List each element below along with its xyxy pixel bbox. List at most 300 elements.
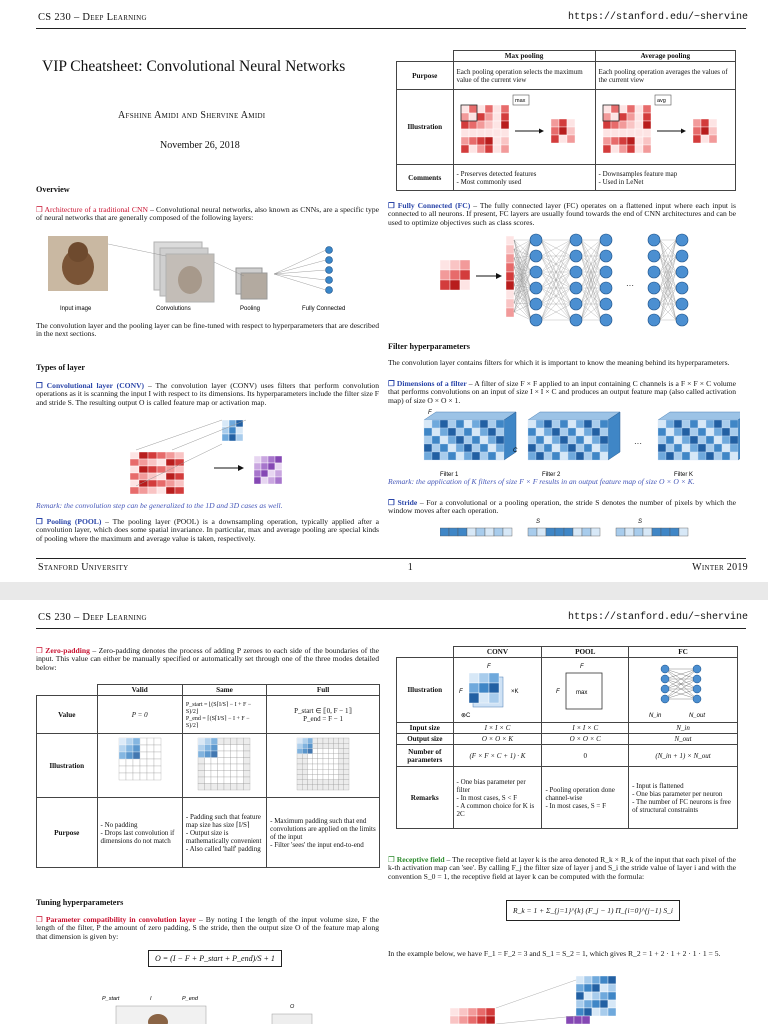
avg-comment-2: - Used in LeNet: [598, 177, 644, 186]
input-cell: [211, 770, 218, 777]
pool-output-cell: [559, 127, 567, 135]
conv-output-size: O × O × K: [453, 734, 542, 745]
pool-input-cell: [477, 145, 485, 153]
filter-cube-cell: [682, 452, 690, 460]
padding-cell: [198, 757, 205, 764]
padding-cell: [344, 753, 349, 758]
course-title: CS 230 – Deep Learning: [38, 12, 147, 23]
kernel-cell: [297, 743, 302, 748]
padding-cell: [297, 784, 302, 789]
filter-cube-cell: [560, 436, 568, 444]
conv-illus-xk: ×K: [511, 689, 519, 695]
rf-layer-cell: [576, 1000, 584, 1008]
input-cell: [126, 773, 133, 780]
padding-cell: [328, 743, 333, 748]
tuning-heading: Tuning hyperparameters: [36, 898, 124, 907]
pool-input-cell: [477, 129, 485, 137]
kernel-cell: [119, 752, 126, 759]
pool-input-cell: [485, 105, 493, 113]
kernel-cell: [211, 744, 218, 751]
kernel-cell: [133, 752, 140, 759]
footer-term: Winter 2019: [692, 562, 748, 573]
padding-cell: [339, 779, 344, 784]
pool-input-cell: [501, 145, 509, 153]
filter-cube-cell: [568, 420, 576, 428]
filters-figure: [420, 406, 740, 478]
padding-cell: [339, 774, 344, 779]
rf-input-cell: [468, 1016, 477, 1024]
input-cell: [328, 774, 333, 779]
padding-cell: [237, 783, 244, 790]
pool-input-cell: [603, 129, 611, 137]
filter-cube-cell: [706, 436, 714, 444]
padding-cell: [344, 738, 349, 743]
rf-layer-cell: [576, 984, 584, 992]
filter-cube-cell: [666, 452, 674, 460]
padding-cell: [307, 784, 312, 789]
input-cell: [313, 753, 318, 758]
rf-layer-cell: [600, 1008, 608, 1016]
pad-label-end: P_end: [182, 996, 198, 1002]
layer-col-fc: FC: [629, 647, 738, 658]
pool-filter-diagram: [550, 659, 620, 719]
row-purpose: Purpose: [397, 62, 454, 90]
arch-paragraph: [36, 206, 379, 223]
filter-cube-cell: [730, 428, 738, 436]
input-cell: [313, 769, 318, 774]
neuron: [676, 298, 688, 310]
kernel-cell: [302, 743, 307, 748]
filter-cube-cell: [722, 444, 730, 452]
ellipsis: ···: [634, 439, 642, 448]
rf-layer-cell: [592, 984, 600, 992]
pool-input-cell: [603, 145, 611, 153]
pool-output-cell: [551, 135, 559, 143]
neuron: [600, 282, 612, 294]
zp-text: – Zero-padding denotes the process of adding P zeroes to each side of the boundaries of the input. This value can either be manually specified or automatically set through one of the three modes detailed below:: [36, 646, 379, 672]
pool-input-cell: [627, 105, 635, 113]
pool-input-cell: [627, 129, 635, 137]
filter-cube-cell: [488, 420, 496, 428]
filter-cube-cell: [690, 428, 698, 436]
course-title: CS 230 – Deep Learning: [38, 612, 147, 623]
same-value: [182, 696, 266, 734]
input-cell: [140, 773, 147, 780]
kernel-cell: [198, 751, 205, 758]
stride-cell: [537, 528, 546, 536]
filter-cube-cell: [432, 436, 440, 444]
input-cell: [147, 759, 154, 766]
input-cell: [154, 773, 161, 780]
document-title: VIP Cheatsheet: Convolutional Neural Networks: [42, 58, 346, 75]
filter-cube-cell: [600, 436, 608, 444]
flattened-cell: [506, 308, 514, 317]
kernel-cell: [126, 745, 133, 752]
pool-input-cell: [603, 105, 611, 113]
kernel-cell: [302, 738, 307, 743]
pool-input-cell: [485, 129, 493, 137]
neuron: [693, 695, 701, 703]
input-cell: [218, 744, 225, 751]
input-cell: [166, 459, 175, 466]
filter-cube-cell: [544, 444, 552, 452]
padding-cell: [218, 783, 225, 790]
stride-cell: [591, 528, 600, 536]
neuron: [600, 266, 612, 278]
padding-cell: [302, 774, 307, 779]
padding-cell: [339, 748, 344, 753]
filter-cube-cell: [568, 452, 576, 460]
input-cell: [133, 766, 140, 773]
kernel-cell: [307, 748, 312, 753]
input-cell: [147, 766, 154, 773]
padding-cell: [297, 779, 302, 784]
dim-c-label: C: [513, 448, 518, 454]
filter-cube-cell: [706, 420, 714, 428]
padding-cell: [339, 758, 344, 763]
kernel-cell: [211, 738, 218, 745]
filter-cube-cell: [552, 428, 560, 436]
padding-cell: [205, 783, 212, 790]
kernel-cell: [133, 738, 140, 745]
pad-label-start: P_start: [102, 996, 120, 1002]
kernel-cell: [297, 748, 302, 753]
same-purpose-3: - Also called 'half' padding: [185, 844, 261, 853]
pool-input-cell: [469, 113, 477, 121]
filter-cube-cell: [674, 428, 682, 436]
input-cell: [224, 764, 231, 771]
filter-cube-cell: [536, 436, 544, 444]
neuron: [530, 266, 542, 278]
input-cell: [333, 769, 338, 774]
padding-cell: [297, 753, 302, 758]
activation-cell: [275, 470, 282, 477]
neuron: [530, 314, 542, 326]
conv-filter-cell: [479, 673, 489, 683]
padding-cell: [297, 769, 302, 774]
flattened-cell: [506, 281, 514, 290]
input-cell: [237, 757, 244, 764]
pool-input-cell: [635, 137, 643, 145]
filter-remark: Remark: the application of K filters of size F × F results in an output feature map of size O × O × K.: [388, 477, 695, 486]
kernel-cell: [205, 738, 212, 745]
page-header: [38, 612, 748, 623]
fc-input-cell: [460, 260, 470, 270]
activation-cell: [275, 456, 282, 463]
filter-cube-cell: [464, 420, 472, 428]
fc-remark-1: - Input is flattened: [632, 781, 684, 790]
pool-output-cell: [559, 119, 567, 127]
pool-output-cell: [567, 135, 575, 143]
pool-input-cell: [485, 145, 493, 153]
neuron: [530, 282, 542, 294]
conv-illustration: [126, 418, 306, 498]
fc-illus-nout: N_out: [689, 713, 706, 719]
filter-cube-cell: [730, 444, 738, 452]
pool-input-cell: [635, 113, 643, 121]
input-cell: [218, 777, 225, 784]
fc-input-cell: [450, 270, 460, 280]
conv-filter-cell: [469, 693, 479, 703]
stride-figure: [440, 516, 740, 542]
compat-term: Parameter compatibility in convolution layer: [45, 915, 197, 924]
input-cell: [148, 487, 157, 494]
rf-text: – The receptive field at layer k is the area denoted R_k × R_k of the input that each pixel of the k-th activation map can 'see'. By calling F_j the filter size of layer j and S_i the stride value of layer i and with the convention S_0 = 1, the receptive field at layer k can be computed with the formula:: [388, 855, 736, 881]
input-cell: [139, 487, 148, 494]
input-cell: [205, 777, 212, 784]
pool-remarks: [542, 767, 629, 829]
fc-remarks: [629, 767, 738, 829]
padding-cell: [231, 783, 238, 790]
activation-cell: [261, 477, 268, 484]
filter-cube-cell: [536, 420, 544, 428]
filter-cube-cell: [552, 452, 560, 460]
filter-cube-cell: [424, 436, 432, 444]
kernel-cell: [133, 745, 140, 752]
filter-cube-cell: [560, 444, 568, 452]
pool-input-cell: [501, 105, 509, 113]
input-cell: [130, 480, 139, 487]
same-value-start: P_start = ⌊(S⌈I/S⌉ − I + F − S)/2⌋: [185, 701, 252, 715]
row-illustration: Illustration: [397, 90, 454, 165]
input-cell: [323, 748, 328, 753]
fc-input-cell: [440, 280, 450, 290]
padding-cell: [244, 777, 251, 784]
padding-cell: [339, 738, 344, 743]
filter-cube-cell: [722, 428, 730, 436]
pool-output-cell: [709, 135, 717, 143]
input-cell: [133, 773, 140, 780]
padding-cell: [244, 744, 251, 751]
neuron: [648, 234, 660, 246]
input-cell: [154, 766, 161, 773]
filter-cell: [229, 420, 236, 427]
pool-input-cell: [469, 129, 477, 137]
filter-cube-cell: [432, 452, 440, 460]
valid-pad-grid: [110, 736, 170, 794]
pool-input-size: I × I × C: [542, 723, 629, 734]
input-cell: [313, 764, 318, 769]
rf-layer-cell: [584, 992, 592, 1000]
padding-cell: [323, 743, 328, 748]
filter-cube-cell: [528, 436, 536, 444]
checkbox-icon: ❒: [388, 201, 395, 210]
padding-cell: [344, 769, 349, 774]
input-cell: [205, 770, 212, 777]
rf-layer-cell: [592, 976, 600, 984]
input-cell: [147, 773, 154, 780]
padding-cell: [244, 757, 251, 764]
pool-input-cell: [485, 113, 493, 121]
footer-page-number: 1: [407, 562, 413, 573]
neuron: [661, 675, 669, 683]
input-cell: [318, 774, 323, 779]
neuron: [676, 266, 688, 278]
activation-cell: [268, 477, 275, 484]
input-cell: [328, 753, 333, 758]
rf-layer-cell: [592, 1008, 600, 1016]
fc-illus-cell: [629, 658, 738, 723]
fig-label-input: Input image: [60, 306, 92, 312]
filter-cube-cell: [472, 420, 480, 428]
layer-row-input: Input size: [397, 723, 454, 734]
filter-cube-cell: [714, 420, 722, 428]
filter-cube-cell: [440, 436, 448, 444]
padding-cell: [302, 769, 307, 774]
pool-input-cell: [619, 105, 627, 113]
filter-cube-cell: [592, 436, 600, 444]
full-value-end: P_end = F − 1: [303, 714, 343, 723]
pool-input-cell: [619, 129, 627, 137]
dim-term: Dimensions of a filter: [396, 379, 467, 388]
avg-pool-diagram: [599, 91, 729, 161]
output-size-formula: O = (I − F + P_start + P_end)/S + 1: [148, 950, 282, 967]
pool-input-cell: [603, 113, 611, 121]
header-url[interactable]: https://stanford.edu/~shervine: [567, 612, 748, 623]
filter-cube-cell: [424, 420, 432, 428]
kernel-cell: [297, 738, 302, 743]
filter-cube-cell: [658, 428, 666, 436]
filter-cube-cell: [658, 420, 666, 428]
input-cell: [139, 466, 148, 473]
pool-output-cell: [551, 119, 559, 127]
pool-input-cell: [477, 113, 485, 121]
filter-cube-cell: [690, 420, 698, 428]
fc-params: (N_in + 1) × N_out: [629, 745, 738, 767]
kernel-cell: [198, 738, 205, 745]
input-cell: [154, 759, 161, 766]
padding-cell: [344, 743, 349, 748]
same-purpose-1: - Padding such that feature map size has size ⌈I/S⌉: [185, 812, 261, 829]
pool-output-cell: [693, 135, 701, 143]
stride-cell: [503, 528, 512, 536]
neuron: [530, 298, 542, 310]
flattened-cell: [506, 236, 514, 245]
neuron: [676, 250, 688, 262]
zp-col-valid: Valid: [97, 685, 182, 696]
pool-input-cell: [643, 129, 651, 137]
padding-cell: [313, 738, 318, 743]
filter-cube-cell: [480, 444, 488, 452]
input-cell: [139, 459, 148, 466]
padding-cell: [313, 743, 318, 748]
filter-cube-cell: [480, 420, 488, 428]
filter-cube-cell: [552, 420, 560, 428]
pool-input-cell: [611, 113, 619, 121]
pool-input-cell: [611, 137, 619, 145]
activation-cell: [268, 470, 275, 477]
pool-input-cell: [461, 145, 469, 153]
padding-cell: [297, 764, 302, 769]
input-cell: [231, 770, 238, 777]
conv-filter-cell: [489, 683, 499, 693]
padding-cell: [198, 770, 205, 777]
filter-cube-cell: [456, 436, 464, 444]
header-url[interactable]: https://stanford.edu/~shervine: [567, 12, 748, 23]
rf-layer-cell: [600, 984, 608, 992]
filter-cube-cell: [690, 436, 698, 444]
stride-cell: [616, 528, 625, 536]
pool-input-cell: [493, 113, 501, 121]
checkbox-icon: ❒: [388, 379, 395, 388]
filter-cube-cell: [544, 436, 552, 444]
input-cell: [139, 452, 148, 459]
pool-input-cell: [477, 121, 485, 129]
filter-cube-cell: [698, 420, 706, 428]
dim-f-label: F: [428, 410, 432, 416]
filter-cube-cell: [424, 428, 432, 436]
rf-input-cell: [486, 1016, 495, 1024]
checkbox-icon: ❒: [388, 498, 395, 507]
pool-input-cell: [501, 129, 509, 137]
input-cell: [140, 766, 147, 773]
rf-output-cell: [582, 1016, 590, 1024]
pool-input-cell: [603, 121, 611, 129]
filter-cube-cell: [698, 428, 706, 436]
filter-cube-cell: [560, 428, 568, 436]
input-cell: [323, 764, 328, 769]
input-cell: [147, 738, 154, 745]
pool-illus-max: max: [576, 690, 588, 696]
filter-cube-cell: [592, 420, 600, 428]
pool-input-cell: [461, 105, 469, 113]
filter-cube-cell: [528, 420, 536, 428]
input-cell: [237, 764, 244, 771]
valid-illustration: [97, 734, 182, 798]
input-cell: [307, 753, 312, 758]
input-cell: [224, 757, 231, 764]
filter-cube-cell: [682, 444, 690, 452]
filter-cube-cell: [674, 444, 682, 452]
filter-cube-cell: [682, 436, 690, 444]
filter-cube-cell: [424, 444, 432, 452]
filter-1-label: Filter 1: [440, 472, 459, 478]
compat-paragraph: [36, 916, 379, 941]
header-rule: [36, 628, 746, 629]
pool-input-cell: [461, 137, 469, 145]
pool-output-cell: [567, 119, 575, 127]
rf-layer-cell: [584, 984, 592, 992]
receptive-field-formula: R_k = 1 + Σ_{j=1}^{k} (F_j − 1) Π_{i=0}^{j−1} S_i: [506, 900, 680, 921]
neuron: [648, 282, 660, 294]
input-cell: [231, 757, 238, 764]
rf-layer-cell: [576, 992, 584, 1000]
neuron: [600, 314, 612, 326]
padding-cell: [339, 769, 344, 774]
pool-illus-f: F: [580, 664, 584, 670]
fig-label-fc: Fully Connected: [302, 306, 346, 312]
input-cell: [175, 466, 184, 473]
checkbox-icon: ❒: [36, 517, 43, 526]
conv-remark: Remark: the convolution step can be generalized to the 1D and 3D cases as well.: [36, 501, 283, 510]
stride-cell: [494, 528, 503, 536]
pool-params: 0: [542, 745, 629, 767]
pool-input-cell: [501, 121, 509, 129]
input-cell: [205, 757, 212, 764]
neuron: [600, 250, 612, 262]
input-cell: [147, 752, 154, 759]
input-cell: [148, 452, 157, 459]
filter-cube-cell: [674, 436, 682, 444]
pool-output-cell: [701, 127, 709, 135]
filter-cube-cell: [584, 452, 592, 460]
filter-cube-cell: [666, 420, 674, 428]
padding-cell: [237, 738, 244, 745]
fig-label-convolutions: Convolutions: [156, 306, 191, 312]
pool-input-cell: [501, 137, 509, 145]
input-cell: [328, 764, 333, 769]
activation-cell: [268, 456, 275, 463]
